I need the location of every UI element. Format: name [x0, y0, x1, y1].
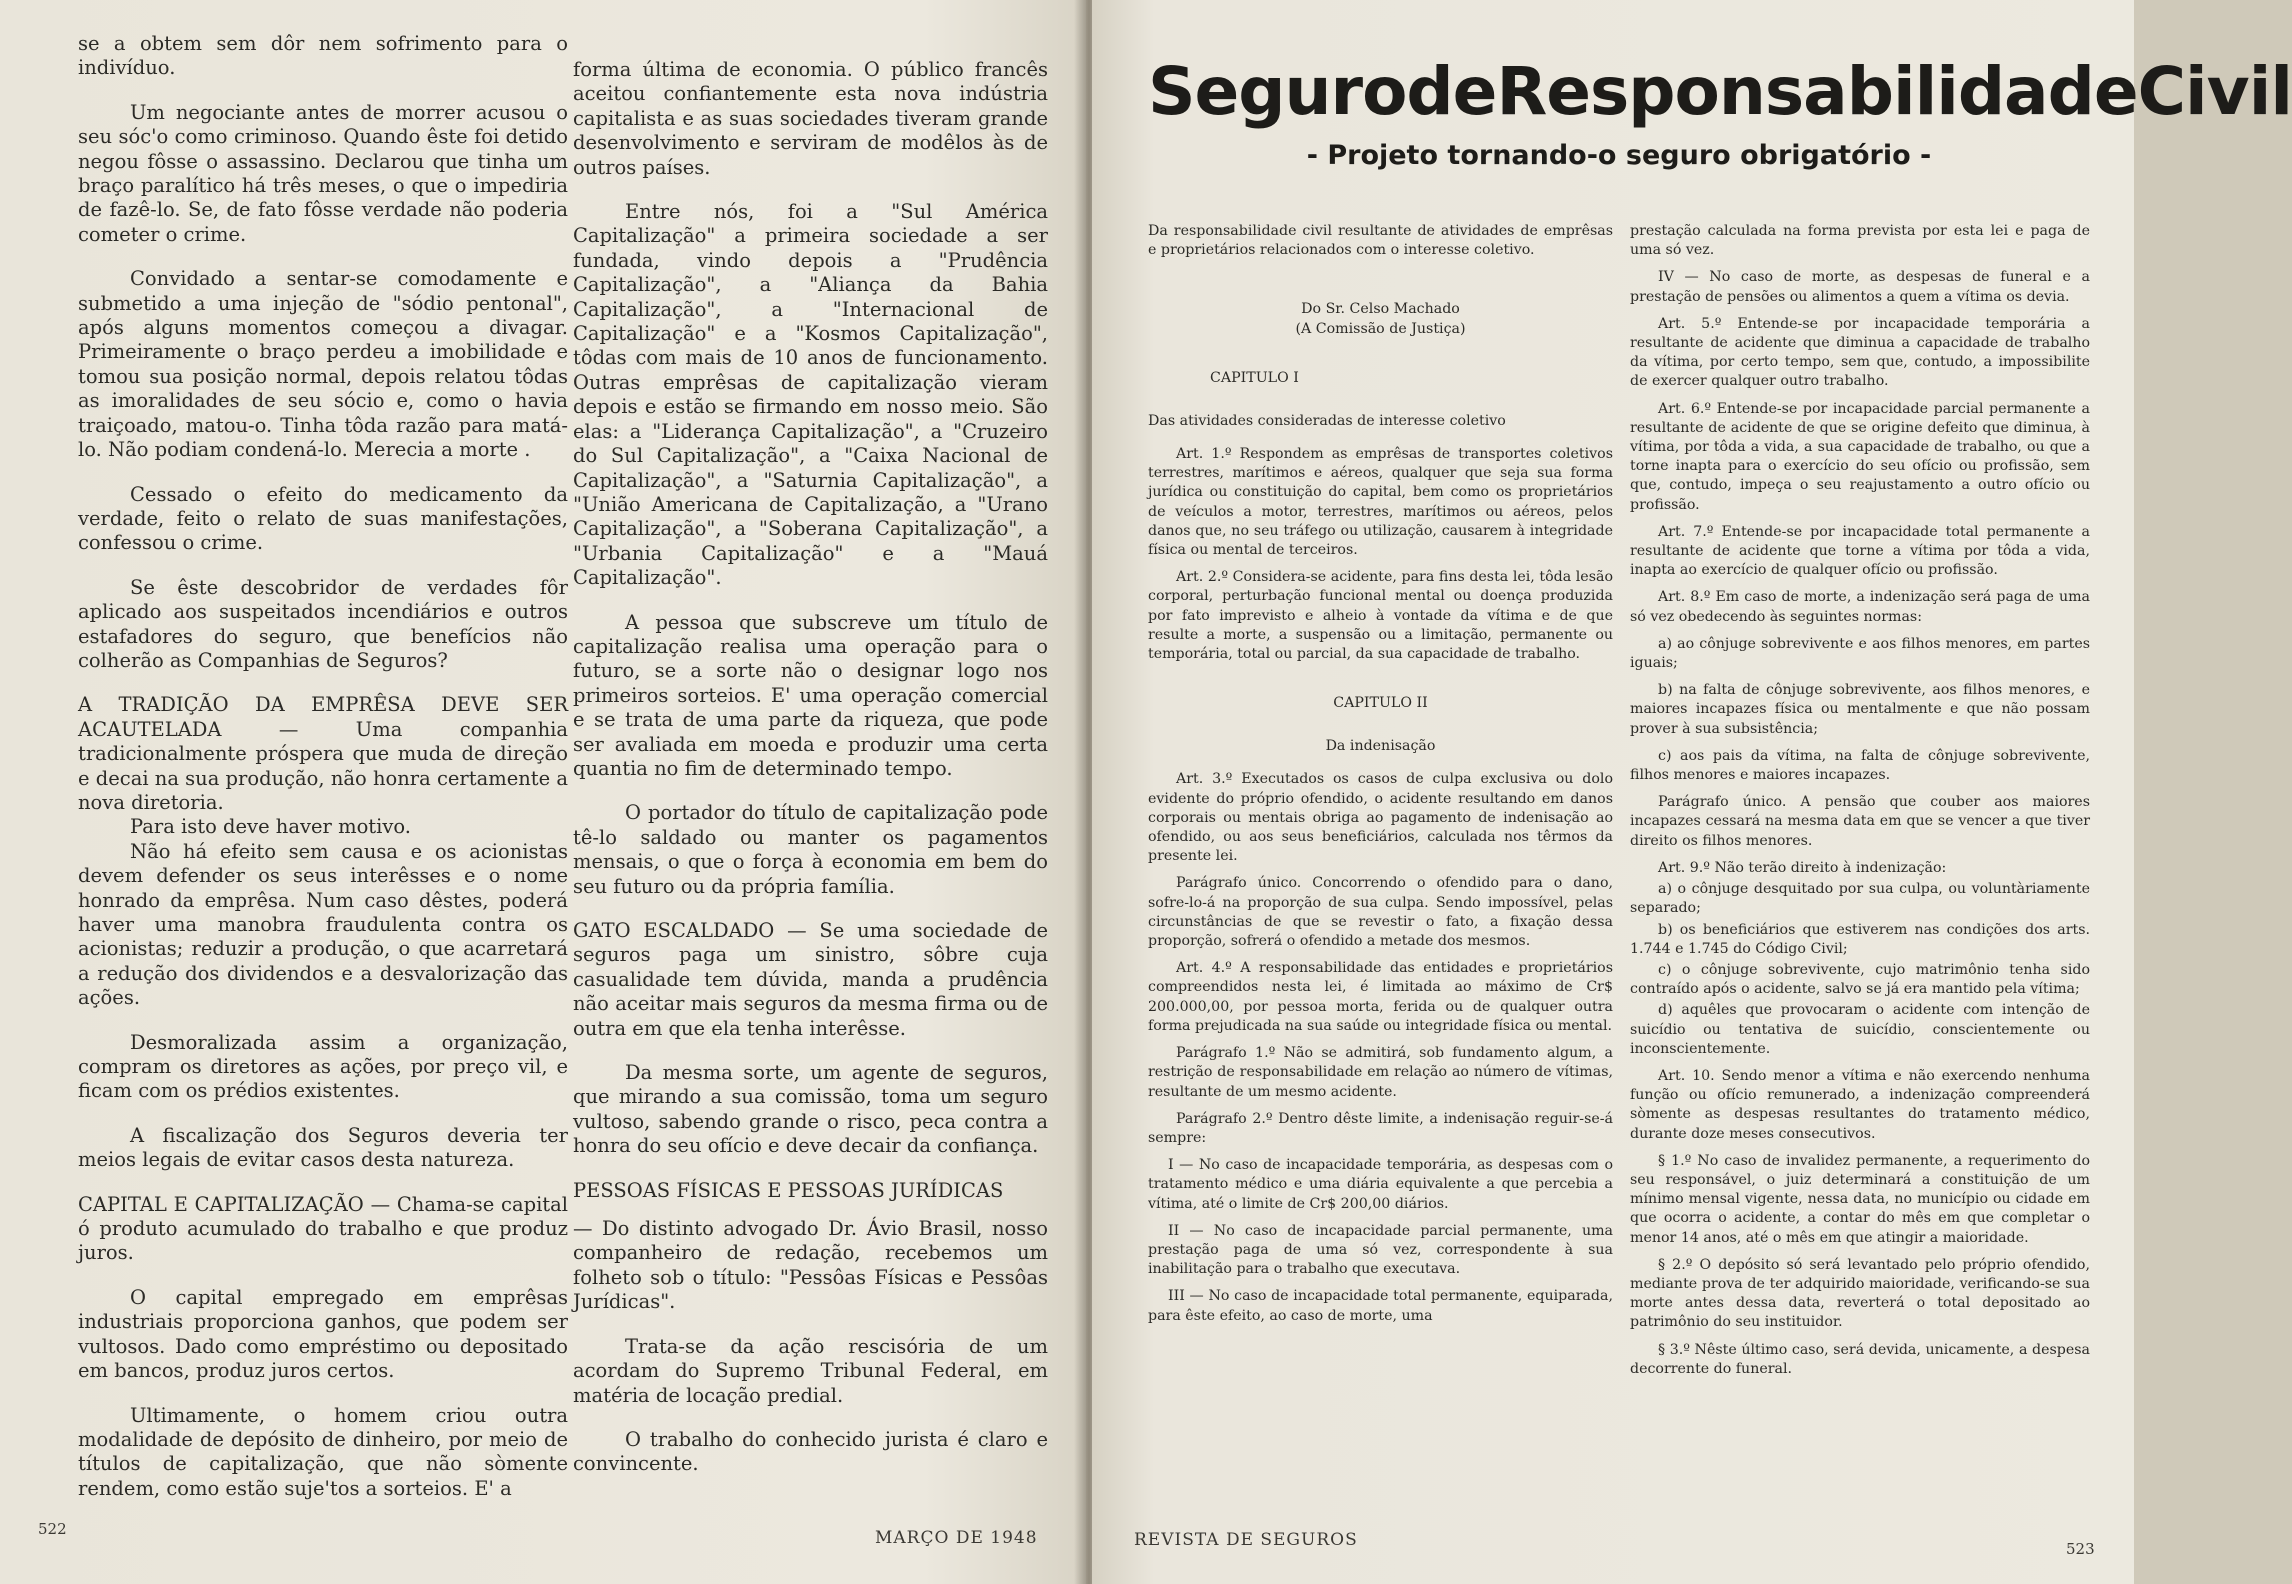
paragraph: Não há efeito sem causa e os acionistas devem defender os seus interêsses e o nome honrado da emprêsa. Num caso dêstes, poderá haver uma manobra fraudulenta contra os acionistas; reduzir a produção, o que acarretará a redução dos dividendos e a desvalorização das ações. [78, 839, 568, 1010]
author: Do Sr. Celso Machado [1301, 301, 1460, 318]
article-subtitle: - Projeto tornando-o seguro obrigatório - [1306, 140, 1932, 171]
footer-journal: REVISTA DE SEGUROS [1134, 1530, 1358, 1550]
title-word: Responsabilidade [1496, 53, 2138, 130]
section-paragraph-gato: GATO ESCALDADO — Se uma sociedade de seguros paga um sinistro, sôbre cuja casualidade tem dúvida, manda a prudência não aceitar mais seguros da mesma firma ou de outra em que ela tenha interêsse. [573, 919, 1048, 1040]
paragraph: O capital empregado em emprêsas industriais proporciona ganhos, que podem ser vultosos. Dado como empréstimo ou depositado em bancos, produz juros certos. [78, 1285, 568, 1383]
paragraph: forma última de economia. O público francês aceitou confiantemente esta nova indústria capitalista e as suas sociedades tiveram grande desenvolvimento e serviram de modêlos às de outros países. [573, 58, 1048, 179]
article: Art. 5.º Entende-se por incapacidade temporária a resultante de acidente que diminua a capacidade de trabalho da vítima, por certo tempo, sem que, contudo, a impossibilite de exercer qualquer outro trabalho. [1630, 315, 2090, 390]
commission: (A Comissão de Justiça) [1295, 320, 1466, 337]
article: IV — No caso de morte, as despesas de funeral e a prestação de pensões ou alimentos a quem a vítima os devia. [1630, 269, 2090, 305]
article: Art. 10. Sendo menor a vítima e não exercendo nenhuma função ou ofício remunerado, a indenização compreenderá sòmente as despesas resultantes do tratamento médico, durante doze meses consecutivos. [1630, 1067, 2090, 1142]
article: prestação calculada na forma prevista por esta lei e paga de uma só vez. [1630, 223, 2090, 259]
article: Art. 1.º Respondem as emprêsas de transportes coletivos terrestres, marítimos e aéreos, qualquer que seja sua forma jurídica ou constituição do capital, bem como os proprietários de veículos a motor, terrestres, marítimos ou aéreos, pelos danos que, no seu tráfego ou utilização, causarem à integridade física ou mental de terceiros. [1148, 446, 1613, 559]
paragraph: se a obtem sem dôr nem sofrimento para o indivíduo. [78, 32, 568, 80]
article-title [1148, 52, 2292, 132]
article: Art. 7.º Entende-se por incapacidade total permanente a resultante de acidente que torne a vítima por tôda a vida, inapta ao exercício de qualquer ofício ou profissão. [1630, 523, 2090, 579]
article: § 3.º Nêste último caso, será devida, unicamente, a despesa decorrente do funeral. [1630, 1341, 2090, 1377]
article-item: II — No caso de incapacidade parcial permanente, uma prestação paga de uma só vez, correspondente à sua inabilitação para o trabalho que executava. [1148, 1222, 1613, 1278]
paragraph: A pessoa que subscreve um título de capitalização realisa uma operação para o futuro, se a sorte não o designar logo nos primeiros sorteios. E' uma operação comercial e se trata de uma parte da riqueza, que pode ser avaliada em moeda e produzir uma certa quantia no fim de determinado tempo. [573, 610, 1048, 780]
title-word: Civil [2137, 53, 2292, 130]
intro: Da responsabilidade civil resultante de atividades de emprêsas e proprietários relacionados com o interesse coletivo. [1148, 223, 1613, 259]
article-item: a) ao cônjuge sobrevivente e aos filhos menores, em partes iguais; [1630, 635, 2090, 672]
article: Art. 8.º Em caso de morte, a indenização será paga de uma só vez obedecendo às seguintes normas: [1630, 589, 2090, 625]
article-item: I — No caso de incapacidade temporária, as despesas com o tratamento médico e uma diária equivalente a que percebia a vítima, até o limite de Cr$ 200,00 diários. [1148, 1157, 1613, 1212]
right-column-2 [1630, 222, 2090, 1387]
paragraph: Da mesma sorte, um agente de seguros, que mirando a sua comissão, toma um seguro vultoso, sabendo grande o risco, peca contra a honra do seu ofício e deve decair da confiança. [573, 1061, 1048, 1158]
page-number-right: 523 [2066, 1540, 2095, 1558]
paragraph: O portador do título de capitalização pode tê-lo saldado ou manter os pagamentos mensais, o que o força à economia em bem do seu futuro ou da própria família. [573, 801, 1048, 898]
title-word: Seguro [1148, 53, 1407, 130]
article: § 2.º O depósito só será levantado pelo próprio ofendido, mediante prova de ter adquirido maioridade, verificando-se sua morte antes dessa data, reverterá o total depositado ao patrimônio do seu instituidor. [1630, 1256, 2090, 1331]
paragraph: Um negociante antes de morrer acusou o seu sóc'o como criminoso. Quando êste foi detido negou fôsse o assassino. Declarou que tinha um braço paralítico há três meses, o que o impediria de fazê-lo. Se, de fato fôsse verdade não poderia cometer o crime. [78, 100, 568, 246]
paragraph: Ultimamente, o homem criou outra modalidade de depósito de dinheiro, por meio de títulos de capitalização, que não sòmente rendem, como estão suje'tos a sorteios. E' a [78, 1403, 568, 1500]
paragraph: Trata-se da ação rescisória de um acordam do Supremo Tribunal Federal, em matéria de locação predial. [573, 1334, 1048, 1407]
article-item: d) aquêles que provocaram o acidente com intenção de suicídio ou tentativa de suicídio, conscientemente ou inconscientemente. [1630, 1002, 2090, 1057]
article-item: a) o cônjuge desquitado por sua culpa, ou voluntàriamente separado; [1630, 881, 2090, 917]
article: Parágrafo único. A pensão que couber aos maiores incapazes cessará na mesma data em que se vencer a que tiver direito os filhos menores. [1630, 794, 2090, 849]
article-item: c) aos pais da vítima, na falta de cônjuge sobrevivente, filhos menores e maiores incapazes. [1630, 747, 2090, 784]
section-heading-pessoas: PESSOAS FÍSICAS E PESSOAS JURÍDICAS [573, 1178, 1004, 1202]
page-number-left: 522 [38, 1520, 67, 1538]
paragraph: Convidado a sentar-se comodamente e submetido a uma injeção de "sódio pentonal", após alguns momentos começou a divagar. Primeiramente o braço perdeu a imobilidade e tomou sua posição normal, depois relatou tôdas as imoralidades de seu sócio e, como o havia traiçoado, matou-o. Tinha tôda razão para matá-lo. Não podiam condená-lo. Merecia a morte . [78, 267, 568, 462]
section-paragraph-capital: CAPITAL E CAPITALIZAÇÃO — Chama-se capital ó produto acumulado do trabalho e que produz juros. [78, 1192, 568, 1265]
left-page [0, 0, 1086, 1584]
article: Parágrafo único. Concorrendo o ofendido para o dano, sofre-lo-á na proporção de sua culpa. Sendo impossível, pelas circunstâncias de que se revestir o fato, a fixação dessa proporção, sofrerá o ofendido a metade dos mesmos. [1148, 875, 1613, 950]
footer-date: MARÇO DE 1948 [875, 1528, 1038, 1548]
article: Art. 2.º Considera-se acidente, para fins desta lei, tôda lesão corporal, perturbação funcional mental ou doença produzida por fato imprevisto e alheio à vontade da vítima e de que resulte a morte, a suspensão ou a limitação, permanente ou temporária, total ou parcial, da sua capacidade de trabalho. [1148, 569, 1613, 663]
article-item: c) o cônjuge sobrevivente, cujo matrimônio tenha sido contraído após o acidente, salvo se já era mantido pela vítima; [1630, 961, 2090, 998]
left-column-1 [78, 32, 568, 1521]
right-column-1 [1148, 222, 1613, 1334]
article: § 1.º No caso de invalidez permanente, a requerimento do seu responsável, o juiz determinará a constituição de um mínimo mensal vigente, nessa data, no município ou cidade em que ocorra o acidente, a contar do mês em que completar o menor 14 anos, até o mês em que atingir a maioridade. [1630, 1152, 2090, 1246]
paragraph: Cessado o efeito do medicamento da verdade, feito o relato de suas manifestações, confessou o crime. [78, 482, 568, 555]
article: Art. 4.º A responsabilidade das entidades e proprietários compreendidos nesta lei, é limitada ao máximo de Cr$ 200.000,00, por pessoa morta, ferida ou de qualquer outra forma prejudicada na sua saúde ou integridade física ou mental. [1148, 960, 1613, 1034]
chapter-title: Da indenisação [1325, 738, 1436, 755]
paragraph: O trabalho do conhecido jurista é claro e convincente. [573, 1427, 1048, 1476]
paragraph: Entre nós, foi a "Sul América Capitalização" a primeira sociedade a ser fundada, vindo depois a "Prudência Capitalização", a "Aliança da Bahia Capitalização", a "Internacional de Capitalização" e a "Kosmos Capitalização", tôdas com mais de 10 anos de funcionamento. Outras emprêsas de capitalização vieram depois e estão se firmando em nosso meio. São elas: a "Liderança Capitalização", a "Cruzeiro do Sul Capitalização", a "Caixa Nacional de Capitalização", a "Saturnia Capitalização", a "União Americana de Capitalização, a "Urano Capitalização", a "Soberana Capitalização", a "Urbania Capitalização" e a "Mauá Capitalização". [573, 200, 1048, 590]
article-item: III — No caso de incapacidade total permanente, equiparada, para êste efeito, ao caso de morte, uma [1148, 1288, 1613, 1324]
paragraph: A fiscalização dos Seguros deveria ter meios legais de evitar casos desta natureza. [78, 1123, 568, 1172]
article: Parágrafo 1.º Não se admitirá, sob fundamento algum, a restrição de responsabilidade em relação ao número de vítimas, resultante de um mesmo acidente. [1148, 1045, 1613, 1100]
article: Art. 9.º Não terão direito à indenização: [1658, 859, 1947, 876]
paragraph: Para isto deve haver motivo. [130, 815, 411, 839]
paragraph: Se êste descobridor de verdades fôr aplicado aos suspeitados incendiários e outros estafadores do seguro, que benefícios não colherão as Companhias de Seguros? [78, 575, 568, 672]
chapter-title: Das atividades consideradas de interesse coletivo [1148, 412, 1506, 429]
article: Art. 3.º Executados os casos de culpa exclusiva ou dolo evidente do próprio ofendido, o acidente resultando em danos corporais ou mentais obriga ao pagamento de indenisação ao ofendido, ou aos seus beneficiários, calculada nos têrmos da presente lei. [1148, 771, 1613, 865]
article: Parágrafo 2.º Dentro dêste limite, a indenisação reguir-se-á sempre: [1148, 1110, 1613, 1146]
chapter-heading: CAPITULO I [1210, 369, 1299, 386]
chapter-heading: CAPITULO II [1333, 695, 1428, 712]
article-item: b) os beneficiários que estiverem nas condições dos arts. 1.744 e 1.745 do Código Civil; [1630, 921, 2090, 957]
title-word: de [1406, 53, 1497, 130]
section-paragraph-tradicao: A TRADIÇÃO DA EMPRÊSA DEVE SER ACAUTELADA — Uma companhia tradicionalmente próspera que muda de direção e decai na sua produção, não honra certamente a nova diretoria. [78, 693, 568, 814]
paragraph: Desmoralizada assim a organização, compram os diretores as ações, por preço vil, e ficam com os prédios existentes. [78, 1030, 568, 1103]
article: Art. 6.º Entende-se por incapacidade parcial permanente a resultante de acidente de que se origine defeito que diminua, à vítima, por tôda a vida, a sua capacidade de trabalho, ou que a torne inapta para o exercício do seu ofício ou profissão, sem que, contudo, impeça o seu reajustamento a outro ofício ou profissão. [1630, 400, 2090, 513]
article-item: b) na falta de cônjuge sobrevivente, aos filhos menores, e maiores incapazes física ou mentalmente e que não possam prover à sua subsistência; [1630, 682, 2090, 737]
paragraph: — Do distinto advogado Dr. Ávio Brasil, nosso companheiro de redação, recebemos um folheto sob o título: "Pessôas Físicas e Pessôas Jurídicas". [573, 1217, 1048, 1314]
left-column-2 [573, 58, 1048, 1497]
